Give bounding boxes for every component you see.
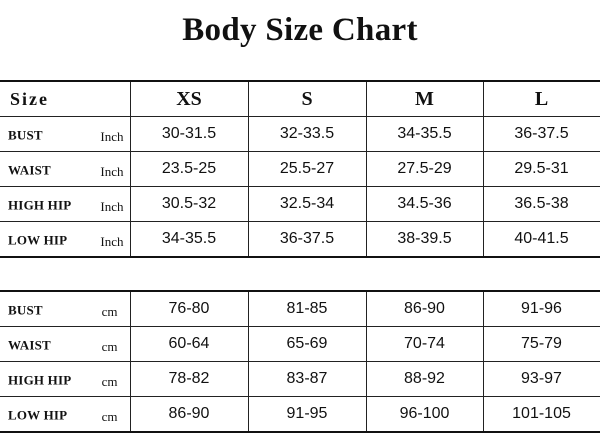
table-row [0,397,600,433]
table-cell: 86-90 [130,397,248,433]
unit-label: Inch [100,234,124,250]
table-cell: 75-79 [483,327,600,362]
table-cell: 60-64 [130,327,248,362]
size-m-header: M [366,81,483,117]
table-cell: 27.5-29 [366,152,483,187]
table-cell: 36-37.5 [248,222,366,258]
measure-name: WAIST [8,337,51,353]
table-cell: 101-105 [483,397,600,433]
measure-name: BUST [8,302,43,318]
table-cell: 38-39.5 [366,222,483,258]
table-cell: 78-82 [130,362,248,397]
table-row [0,222,600,258]
table-row [0,152,600,187]
row-label [0,222,130,258]
table-row [0,362,600,397]
unit-label: cm [101,339,118,355]
unit-label: cm [101,374,118,390]
table-row [0,327,600,362]
table-cell: 29.5-31 [483,152,600,187]
measure-name: HIGH HIP [8,197,72,213]
header-row [0,81,600,117]
row-label [0,362,130,397]
row-label [0,327,130,362]
size-s-header: S [248,81,366,117]
table-cell: 70-74 [366,327,483,362]
table-cell: 91-96 [483,291,600,327]
table-cell: 36-37.5 [483,117,600,152]
row-label [0,117,130,152]
measure-name: HIGH HIP [8,372,72,388]
row-label [0,152,130,187]
row-label [0,397,130,433]
measure-name: BUST [8,127,43,143]
unit-label: Inch [100,129,124,145]
table-cell: 65-69 [248,327,366,362]
table-cell: 30-31.5 [130,117,248,152]
table-cell: 32-33.5 [248,117,366,152]
unit-label: cm [101,304,118,320]
table-cell: 34-35.5 [130,222,248,258]
table-cell: 88-92 [366,362,483,397]
row-label [0,187,130,222]
unit-label: Inch [100,164,124,180]
table-cell: 91-95 [248,397,366,433]
table-cell: 76-80 [130,291,248,327]
table-cell: 83-87 [248,362,366,397]
table-cell: 36.5-38 [483,187,600,222]
table-cell: 32.5-34 [248,187,366,222]
table-cell: 96-100 [366,397,483,433]
table-cell: 86-90 [366,291,483,327]
unit-label: cm [101,409,118,425]
row-label [0,291,130,327]
unit-label: Inch [100,199,124,215]
table-cell: 25.5-27 [248,152,366,187]
table-row [0,117,600,152]
table-row [0,291,600,327]
table-cell: 23.5-25 [130,152,248,187]
measure-name: WAIST [8,162,51,178]
table-cell: 30.5-32 [130,187,248,222]
cm-size-table [0,290,600,433]
measure-name: LOW HIP [8,232,68,248]
size-l-header: L [483,81,600,117]
table-cell: 34-35.5 [366,117,483,152]
table-cell: 34.5-36 [366,187,483,222]
chart-title: Body Size Chart [182,12,418,48]
size-xs-header: XS [130,81,248,117]
size-header: Size [0,81,130,117]
table-cell: 93-97 [483,362,600,397]
table-cell: 81-85 [248,291,366,327]
table-cell: 40-41.5 [483,222,600,258]
measure-name: LOW HIP [8,407,68,423]
inch-size-table [0,80,600,258]
table-row [0,187,600,222]
